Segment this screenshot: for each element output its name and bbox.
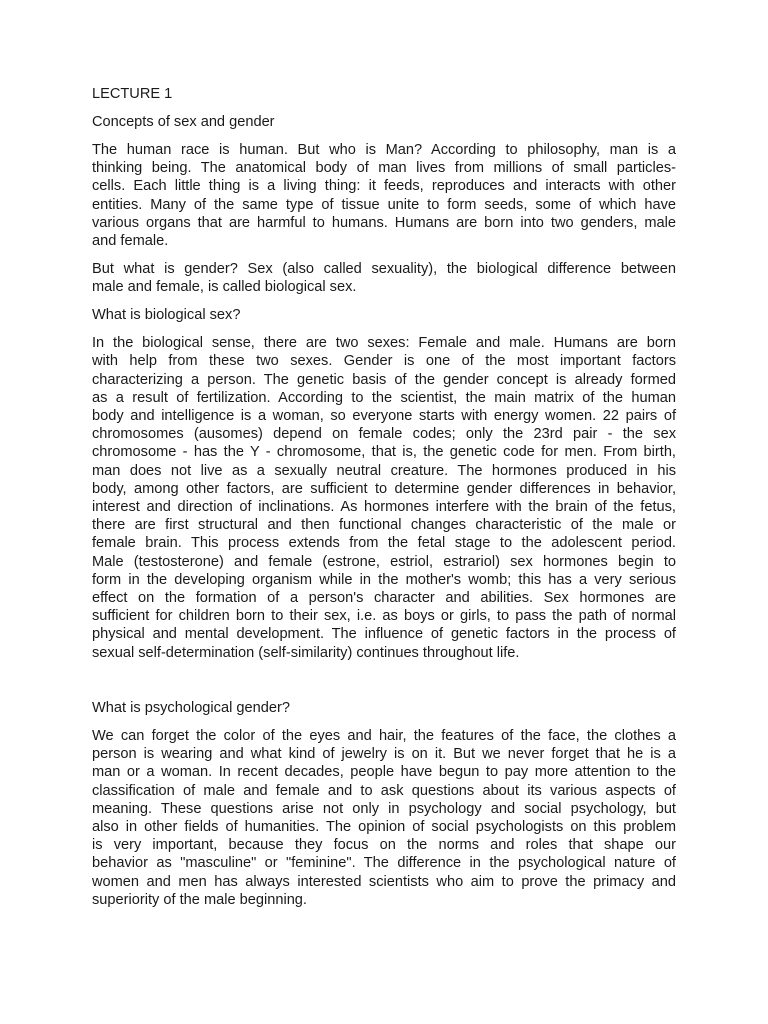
paragraph-line: body, among other factors, are sufficient to determine gender differences in behavior, <box>92 480 676 497</box>
subtitle-text: Concepts of sex and gender <box>92 114 275 130</box>
paragraph-line: entities. Many of the same type of tissue unite to form seeds, some of which have <box>92 196 676 213</box>
paragraph-line: male and female, is called biological sex. <box>92 279 357 296</box>
paragraph-line: various organs that are harmful to humans. Humans are born into two genders, male <box>92 214 676 231</box>
paragraph-line: body and intelligence is a woman, so everyone starts with energy women. 22 pairs of <box>92 408 676 425</box>
section-heading <box>92 306 676 324</box>
document-body <box>92 141 676 909</box>
paragraph-line: meaning. These questions arise not only in psychology and social psychology, but <box>92 800 676 817</box>
paragraph-line: classification of male and female and to ask questions about its various aspects of <box>92 782 676 799</box>
blank-paragraph <box>92 672 676 699</box>
paragraph-line: female brain. This process extends from the fetal stage to the adolescent period. <box>92 535 676 552</box>
paragraph-line: sexual self-determination (self-similarity) continues throughout life. <box>92 644 520 661</box>
paragraph-line: effect on the formation of a person's character and abilities. Sex hormones are <box>92 590 676 607</box>
paragraph-line: But what is gender? Sex (also called sexuality), the biological difference between <box>92 261 676 278</box>
paragraph-line: as a result of fertilization. According to the scientist, the main matrix of the human <box>92 389 676 406</box>
paragraph-line: and female. <box>92 233 169 250</box>
paragraph-line: characterizing a person. The genetic basis of the gender concept is already formed <box>92 371 676 388</box>
paragraph-line: chromosomes (ausomes) depend on female codes; only the 23rd pair - the sex <box>92 426 676 443</box>
paragraph-line: with help from these two sexes. Gender is one of the most important factors <box>92 353 676 370</box>
paragraph-line: there are first structural and then functional changes characteristic of the male or <box>92 517 676 534</box>
paragraph-line: is very important, because they focus on the norms and roles that shape our <box>92 837 676 854</box>
paragraph-line: superiority of the male beginning. <box>92 891 307 908</box>
section-heading <box>92 699 676 717</box>
paragraph <box>92 141 676 250</box>
paragraph-line: interest and direction of inclinations. As hormones interfere with the brain of the fetus, <box>92 499 676 516</box>
heading-text: What is psychological gender? <box>92 700 290 717</box>
paragraph-line: man does not live as a sexually neutral creature. The hormones produced in his <box>92 462 676 479</box>
paragraph-line: Male (testosterone) and female (estrone, estriol, estrariol) sex hormones begin to <box>92 553 676 570</box>
paragraph-line: cells. Each little thing is a living thing: it feeds, reproduces and interacts with other <box>92 178 676 195</box>
paragraph-line: behavior as "masculine" or "feminine". The difference in the psychological nature of <box>92 855 676 872</box>
lecture-subtitle <box>92 113 676 131</box>
paragraph <box>92 260 676 296</box>
paragraph-line: physical and mental development. The influence of genetic factors in the process of <box>92 626 676 643</box>
paragraph-line: thinking being. The anatomical body of man lives from millions of small particles- <box>92 160 676 177</box>
paragraph-line: In the biological sense, there are two sexes: Female and male. Humans are born <box>92 335 676 352</box>
paragraph-line: women and men has always interested scientists who aim to prove the primacy and <box>92 873 676 890</box>
paragraph-line: The human race is human. But who is Man? According to philosophy, man is a <box>92 142 676 158</box>
paragraph-line: We can forget the color of the eyes and hair, the features of the face, the clothes a <box>92 728 676 745</box>
paragraph-line: form in the developing organism while in the mother's womb; this has a very serious <box>92 571 676 588</box>
paragraph-line: sufficient for children born to their sex, i.e. as boys or girls, to pass the path of normal <box>92 608 676 625</box>
paragraph-line: also in other fields of humanities. The opinion of social psychologists on this problem <box>92 819 676 836</box>
paragraph-line: chromosome - has the Y - chromosome, that is, the genetic code for men. From birth, <box>92 444 676 461</box>
document-page <box>92 85 676 919</box>
paragraph-line: man or a woman. In recent decades, people have begun to pay more attention to the <box>92 764 676 781</box>
lecture-title <box>92 85 676 103</box>
paragraph <box>92 727 676 909</box>
paragraph <box>92 334 676 662</box>
paragraph-line: person is wearing and what kind of jewelry is on it. But we never forget that he is a <box>92 746 676 763</box>
heading-text: What is biological sex? <box>92 307 241 324</box>
title-text: LECTURE 1 <box>92 86 173 102</box>
